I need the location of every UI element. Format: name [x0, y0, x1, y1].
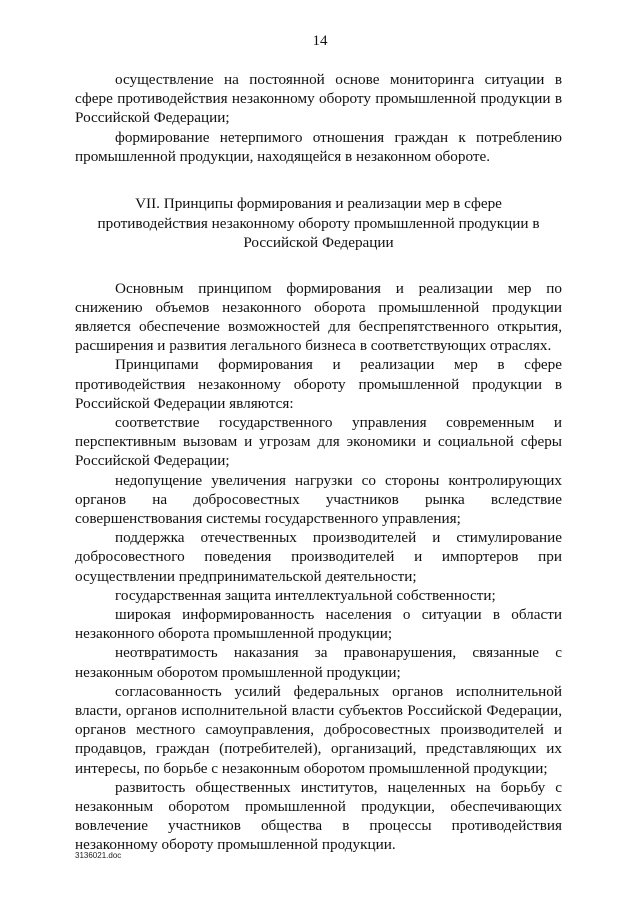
section-heading: VII. Принципы формирования и реализации мер в сфере противодействия незаконному обороту промышленной продукции в Российской Федерации	[97, 195, 540, 252]
list-item: поддержка отечественных производителей и стимулирование добросовестного поведения производителей и импортеров при осуществлении предпринимательской деятельности;	[75, 529, 562, 585]
paragraph: Основным принципом формирования и реализации мер по снижению объемов незаконного оборота промышленной продукции является обеспечение возможностей для беспрепятственного открытия, расширения и развития легального бизнеса в соответствующих отраслях.	[75, 279, 562, 355]
document-body	[75, 70, 562, 855]
list-item: широкая информированность населения о ситуации в области незаконного оборота промышленной продукции;	[75, 605, 562, 643]
footer-filename: 3136021.doc	[75, 851, 122, 860]
list-item: недопущение увеличения нагрузки со стороны контролирующих органов на добросовестных участников рынка вследствие совершенствования системы государственного управления;	[75, 471, 562, 527]
list-item: развитость общественных институтов, нацеленных на борьбу с незаконным оборотом промышленной продукции, обеспечивающих вовлечение участников общества в процессы противодействия незаконному обороту промышленной продукции.	[75, 778, 562, 854]
list-item: согласованность усилий федеральных органов исполнительной власти, органов исполнительной власти субъектов Российской Федерации, органов местного самоуправления, добросовестных производителей и продавцов, граждан (потребителей), организаций, представляющих их интересы, по борьбе с незаконным оборотом промышленной продукции;	[75, 682, 562, 777]
paragraph: Принципами формирования и реализации мер в сфере противодействия незаконному обороту промышленной продукции в Российской Федерации являются:	[75, 356, 562, 412]
paragraph: осуществление на постоянной основе мониторинга ситуации в сфере противодействия незаконному обороту промышленной продукции в Российской Федерации;	[75, 71, 562, 127]
page-number: 14	[312, 33, 328, 49]
list-item: государственная защита интеллектуальной собственности;	[115, 586, 496, 604]
list-item: неотвратимость наказания за правонарушения, связанные с незаконным оборотом промышленной продукции;	[75, 644, 562, 681]
list-item: соответствие государственного управления современным и перспективным вызовам и угрозам для экономики и социальной сферы Российской Федерации;	[75, 413, 562, 470]
paragraph: формирование нетерпимого отношения граждан к потреблению промышленной продукции, находящейся в незаконном обороте.	[75, 128, 562, 165]
